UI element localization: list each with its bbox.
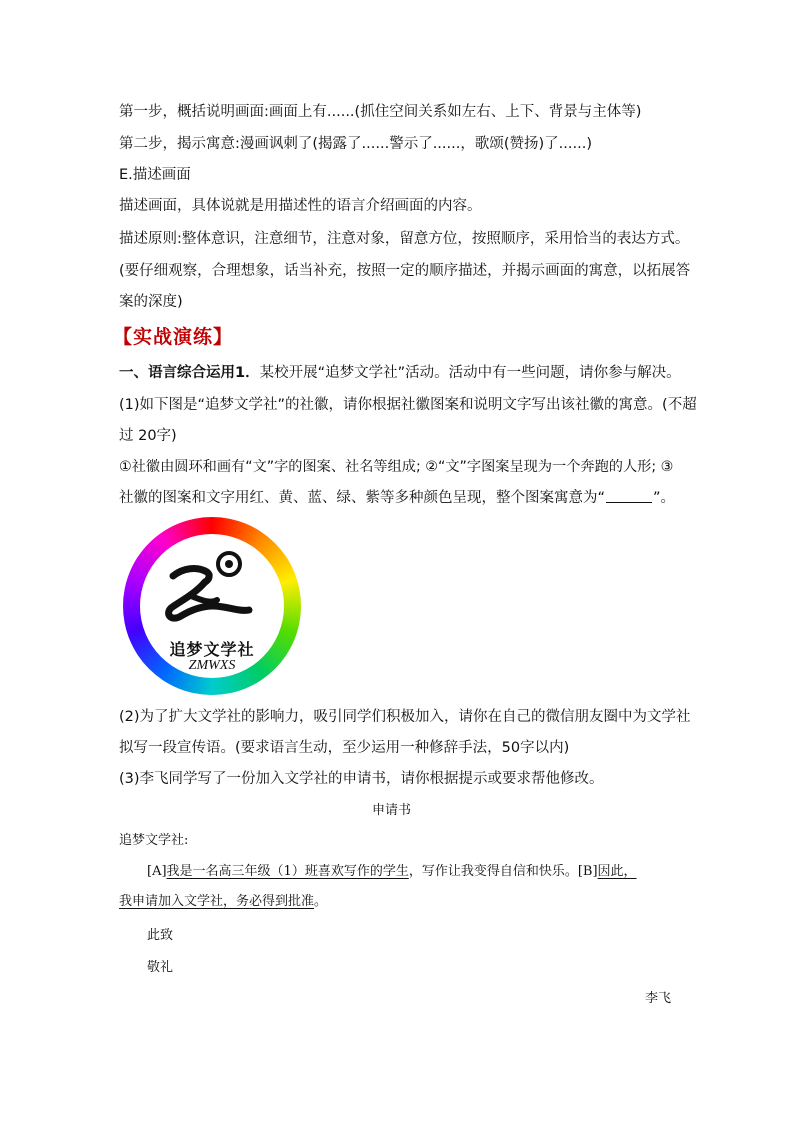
hint-text-end: ”。	[653, 490, 676, 506]
describe-line: 描述画面，具体说就是用描述性的语言介绍画面的内容。	[119, 198, 482, 214]
sub1-line-1: (1)如下图是“追梦文学社”的社徽，请你根据社徽图案和说明文字写出该社徽的寓意。(不超	[119, 397, 697, 413]
answer-blank[interactable]	[606, 490, 652, 503]
closing-1: 此致	[147, 928, 174, 943]
application-salutation: 追梦文学社:	[119, 833, 189, 848]
application-body-1	[147, 862, 637, 882]
note-line-1: (要仔细观察，合理想象，话当补充，按照一定的顺序描述，并揭示画面的寓意，以拓展答	[119, 263, 691, 279]
signature: 李飞	[645, 991, 672, 1006]
sentence-a: 我是一名高三年级（1）班喜欢写作的学生	[166, 864, 409, 879]
note-line-2: 案的深度)	[119, 294, 183, 310]
question1-line	[119, 363, 681, 383]
sentence-b-part1: 因此，	[597, 864, 637, 879]
running-figure-icon	[161, 544, 261, 634]
body-middle: ，写作让我变得自信和快乐。	[408, 864, 578, 879]
sub2-line-2: 拟写一段宣传语。(要求语言生动，至少运用一种修辞手法，50字以内)	[119, 740, 570, 756]
mark-a: [A]	[147, 864, 167, 879]
mark-b: [B]	[577, 864, 598, 879]
application-title: 申请书	[372, 803, 412, 818]
section-heading: 【实战演练】	[113, 326, 234, 348]
club-logo	[123, 517, 301, 695]
hint-line-1: ①社徽由圆环和画有“文”字的图案、社名等组成; ②“文”字图案呈现为一个奔跑的人形; ③	[119, 459, 674, 475]
sub3-line: (3)李飞同学写了一份加入文学社的申请书，请你根据提示或要求帮他修改。	[119, 771, 604, 787]
closing-2: 敬礼	[147, 960, 174, 975]
e-title: E.描述画面	[119, 167, 191, 183]
step2-line: 第二步，揭示寓意:漫画讽刺了(揭露了......警示了......，歌颂(赞扬)了......)	[119, 136, 592, 152]
sub2-line-1: (2)为了扩大文学社的影响力，吸引同学们积极加入，请你在自己的微信朋友圈中为文学社	[119, 709, 691, 725]
hint-line-2	[119, 488, 675, 508]
logo-name: 追梦文学社	[169, 640, 255, 659]
question-number: 1．	[235, 365, 260, 381]
sentence-b-part2: 我申请加入文学社，务必得到批准	[119, 894, 315, 909]
step1-line: 第一步，概括说明画面:画面上有......(抓住空间关系如左右、上下、背景与主体等)	[119, 104, 642, 120]
hint-text: 社徽的图案和文字用红、黄、蓝、绿、紫等多种颜色呈现，整个图案寓意为“	[119, 490, 606, 506]
sub1-line-2: 过 20字)	[119, 428, 177, 444]
logo-abbr: ZMWXS	[188, 658, 236, 673]
body-end: 。	[314, 894, 328, 909]
principle-line: 描述原则:整体意识，注意细节，注意对象，留意方位，按照顺序，采用恰当的表达方式。	[119, 231, 690, 247]
question-label: 一、语言综合运用	[119, 365, 235, 381]
application-body-2	[119, 892, 327, 912]
question-text: 某校开展“追梦文学社”活动。活动中有一些问题，请你参与解决。	[259, 365, 681, 381]
